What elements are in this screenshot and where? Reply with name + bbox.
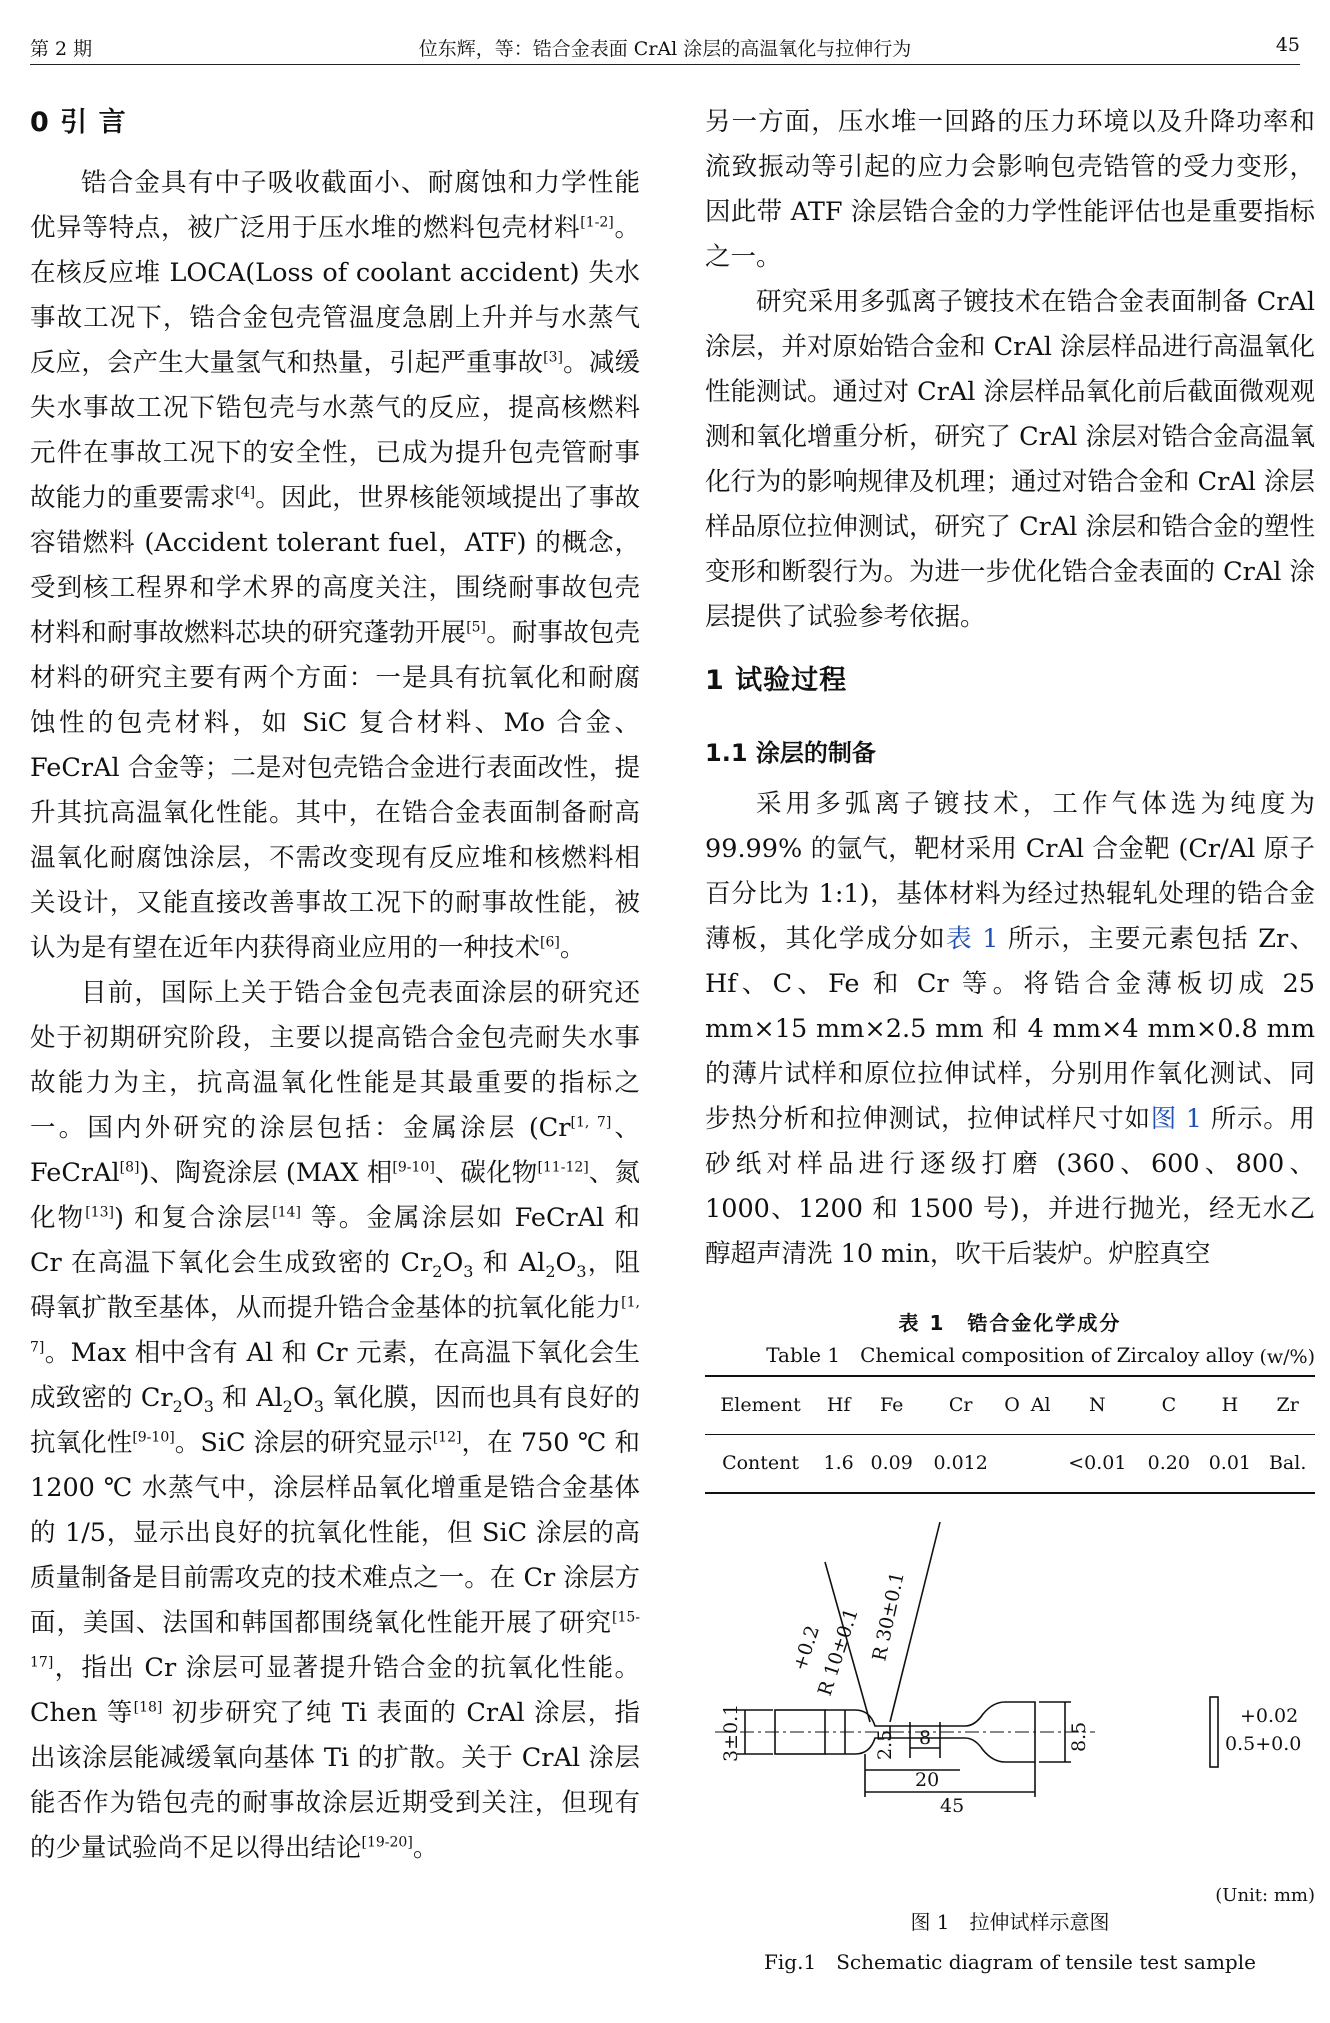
- dim-w25: 2.5: [874, 1729, 896, 1760]
- table-unit: (w/%): [1259, 1346, 1315, 1368]
- composition-table: [705, 1375, 1315, 1494]
- citation: [6]: [540, 934, 560, 951]
- dim-r10: R 10±0.1: [813, 1605, 863, 1699]
- dim-h85: 8.5: [1068, 1721, 1090, 1752]
- citation: [8]: [119, 1159, 140, 1176]
- section-1-title: 1 试验过程: [705, 665, 848, 696]
- figure-caption-zh: 图 1 拉伸试样示意图: [910, 1910, 1110, 1934]
- figure-unit: (Unit: mm): [1215, 1885, 1315, 1906]
- citation: [15-17]: [30, 1609, 640, 1671]
- paragraph-3: 另一方面，压水堆一回路的压力环境以及升降功率和流致振动等引起的应力会影响包壳锆管的受力变形，因此带 ATF 涂层锆合金的力学性能评估也是重要指标之一。: [705, 107, 1315, 272]
- citation: [13]: [85, 1204, 114, 1221]
- dim-r30: R 30±0.1: [868, 1569, 909, 1664]
- left-column: [30, 100, 640, 1871]
- citation: [3]: [543, 349, 563, 366]
- page-number: 45: [1275, 34, 1300, 56]
- page-header: [30, 30, 1300, 65]
- citation: [19-20]: [361, 1834, 413, 1851]
- dim-tol-top: +0.2: [788, 1622, 825, 1674]
- dim-w45: 45: [940, 1795, 965, 1817]
- paragraph-4: 研究采用多弧离子镀技术在锆合金表面制备 CrAl 涂层，并对原始锆合金和 CrAl 涂层样品进行高温氧化性能测试。通过对 CrAl 涂层样品氧化前后截面微观观测和氧化增重分析，研究了 CrAl 涂层对锆合金高温氧化行为的影响规律及机理；通过对锆合金和 CrAl 涂层样品原位拉伸测试，研究了 CrAl 涂层和锆合金的塑性变形和断裂行为。为进一步优化锆合金表面的 CrAl 涂层提供了试验参考依据。: [705, 287, 1315, 632]
- subsection-1-1-title: 1.1 涂层的制备: [705, 739, 876, 767]
- table-caption-zh: 表 1 锆合金化学成分: [898, 1311, 1122, 1335]
- paragraph-5: 采用多弧离子镀技术，工作气体选为纯度为 99.99% 的氩气，靶材采用 CrAl 合金靶 (Cr/Al 原子百分比为 1:1)，基体材料为经过热辊轧处理的锆合金薄板，其化学成分如表 1 所示，主要元素包括 Zr、Hf、C、Fe 和 Cr 等。将锆合金薄板切成 25 mm×15 mm×2.5 mm 和 4 mm×4 mm×0.8 mm 的薄片试样和原位拉伸试样，分别用作氧化测试、同步热分析和拉伸测试，拉伸试样尺寸如图 1 所示。用砂纸对样品进行逐级打磨 (360、600、800、1000、1200 和 1500 号)，并进行抛光，经无水乙醇超声清洗 10 min，吹干后装炉。炉腔真空: [705, 789, 1315, 1269]
- citation: [1-2]: [580, 214, 614, 231]
- citation: [5]: [466, 619, 487, 636]
- citation: [11-12]: [537, 1159, 589, 1176]
- issue-number: 第 2 期: [30, 38, 93, 60]
- dim-tol-plus: +0.02: [1240, 1705, 1299, 1727]
- table-1-link[interactable]: 表 1: [946, 924, 999, 954]
- table-row: Content 1.6 0.09 0.012 <0.01 0.20 0.01 Bal.: [705, 1435, 1315, 1494]
- section-0-title: 0 引 言: [30, 107, 127, 138]
- citation: [4]: [235, 484, 256, 501]
- citation: [12]: [432, 1429, 462, 1446]
- dim-w8: 8: [919, 1727, 932, 1749]
- paragraph-2: 目前，国际上关于锆合金包壳表面涂层的研究还处于初期研究阶段，主要以提高锆合金包壳耐失水事故能力为主，抗高温氧化性能是其最重要的指标之一。国内外研究的涂层包括：金属涂层 (Cr[1, 7]、FeCrAl[8])、陶瓷涂层 (MAX 相[9-10]、碳化物[11-12]、氮化物[13]) 和复合涂层[14] 等。金属涂层如 FeCrAl 和 Cr 在高温下氧化会生成致密的 $Cr_2O_3$ 和 $Al_2O_3$，阻碍氧扩散至基体，从而提升锆合金基体的抗氧化能力[1, 7]。Max 相中含有 Al 和 Cr 元素，在高温下氧化会生成致密的 $Cr_2O_3$ 和 $Al_2O_3$ 氧化膜，因而也具有良好的抗氧化性[9-10]。SiC 涂层的研究显示[12]，在 750 ℃ 和 1200 ℃ 水蒸气中，涂层样品氧化增重是锆合金基体的 1/5，显示出良好的抗氧化性能，但 SiC 涂层的高质量制备是目前需攻克的技术难点之一。在 Cr 涂层方面，美国、法国和韩国都围绕氧化性能开展了研究[15-17]，指出 Cr 涂层可显著提升锆合金的抗氧化性能。Chen 等[18] 初步研究了纯 Ti 表面的 CrAl 涂层，指出该涂层能减缓氧向基体 Ti 的扩散。关于 CrAl 涂层能否作为锆包壳的耐事故涂层近期受到关注，但现有的少量试验尚不足以得出结论[19-20]。: [30, 978, 640, 1863]
- citation: [9-10]: [392, 1159, 435, 1176]
- citation: [9-10]: [132, 1429, 175, 1446]
- dim-w20: 20: [915, 1769, 940, 1791]
- dim-thickness: 0.5+0.0: [1225, 1733, 1302, 1755]
- table-caption-en: Table 1 Chemical composition of Zircaloy alloy (w/%): [705, 1339, 1315, 1371]
- running-title: 位东辉，等：锆合金表面 CrAl 涂层的高温氧化与拉伸行为: [418, 38, 912, 60]
- figure-1-link[interactable]: 图 1: [1150, 1104, 1203, 1134]
- citation: [14]: [272, 1204, 301, 1221]
- citation: [18]: [133, 1699, 163, 1716]
- paragraph-1: 锆合金具有中子吸收截面小、耐腐蚀和力学性能优异等特点，被广泛用于压水堆的燃料包壳材料[1-2]。在核反应堆 LOCA(Loss of coolant accident) 失水事故工况下，锆合金包壳管温度急剧上升并与水蒸气反应，会产生大量氢气和热量，引起严重事故[3]。减缓失水事故工况下锆包壳与水蒸气的反应，提高核燃料元件在事故工况下的安全性，已成为提升包壳管耐事故能力的重要需求[4]。因此，世界核能领域提出了事故容错燃料 (Accident tolerant fuel，ATF) 的概念，受到核工程界和学术界的高度关注，围绕耐事故包壳材料和耐事故燃料芯块的研究蓬勃开展[5]。耐事故包壳材料的研究主要有两个方面：一是具有抗氧化和耐腐蚀性的包壳材料，如 SiC 复合材料、Mo 合金、FeCrAl 合金等；二是对包壳锆合金进行表面改性，提升其抗高温氧化性能。其中，在锆合金表面制备耐高温氧化耐腐蚀涂层，不需改变现有反应堆和核燃料相关设计，又能直接改善事故工况下的耐事故性能，被认为是有望在近年内获得商业应用的一种技术[6]。: [30, 168, 640, 963]
- table-1: [705, 1307, 1315, 1494]
- tensile-sample-drawing: [705, 1522, 1315, 1852]
- dim-h3: 3±0.1: [720, 1703, 742, 1762]
- citation: [1, 7]: [30, 1294, 640, 1356]
- table-header-row: Element Hf Fe Cr O Al N C H Zr: [705, 1376, 1315, 1435]
- citation: [1, 7]: [570, 1114, 612, 1131]
- figure-1: [705, 1522, 1315, 1906]
- figure-caption-en: Fig.1 Schematic diagram of tensile test sample: [764, 1950, 1256, 1974]
- right-column: [705, 100, 1315, 1982]
